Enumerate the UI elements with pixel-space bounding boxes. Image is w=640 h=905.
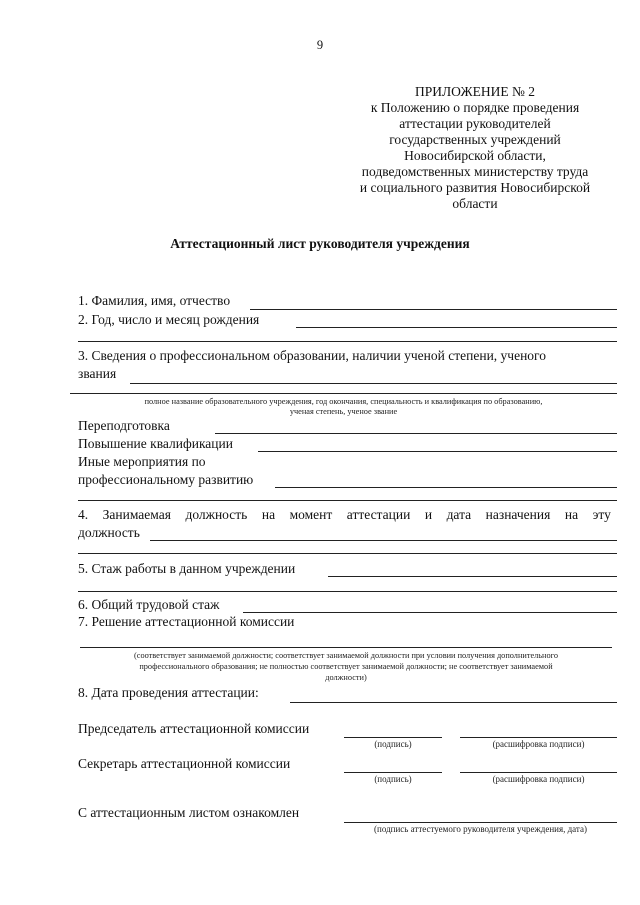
field-position-label-1 (78, 507, 611, 523)
field-total-experience-line[interactable] (243, 612, 617, 613)
word: 4. (78, 507, 89, 522)
appendix-line: и социального развития Новосибирской (359, 180, 591, 195)
field-qualification-label: Повышение квалификации (78, 436, 233, 451)
chairman-signature-hint: (подпись) (374, 739, 412, 749)
field-retraining-label: Переподготовка (78, 418, 170, 433)
secretary-decode-line[interactable] (460, 772, 617, 773)
field-birthdate-extra-line[interactable] (78, 341, 617, 342)
field-decision-hint-2: профессионального образования; не полностью соответствует занимаемой должности; не соответствует занимаемой (139, 662, 553, 671)
field-birthdate-label: 2. Год, число и месяц рождения (78, 312, 260, 327)
word: и (424, 507, 433, 522)
appendix-title: ПРИЛОЖЕНИЕ № 2 (414, 84, 536, 99)
chairman-decode-line[interactable] (460, 737, 617, 738)
field-birthdate-line[interactable] (296, 327, 617, 328)
field-other-label-1: Иные мероприятия по (78, 454, 206, 469)
field-position-extra-line[interactable] (78, 553, 617, 554)
field-other-extra-line[interactable] (78, 500, 617, 501)
secretary-signature-line[interactable] (344, 772, 442, 773)
chairman-label: Председатель аттестационной комиссии (78, 721, 310, 736)
word: Занимаемая (102, 507, 171, 522)
field-education-hint-1: полное название образовательного учреждения, год окончания, специальность и квалификация по образованию, (144, 397, 543, 406)
field-education-line-1[interactable] (130, 383, 617, 384)
field-education-hint-2: ученая степень, ученое звание (289, 407, 398, 416)
field-full-name-line[interactable] (250, 309, 617, 310)
secretary-signature-hint: (подпись) (374, 774, 412, 784)
field-education-label-1: 3. Сведения о профессиональном образовании, наличии ученой степени, ученого (78, 348, 547, 363)
appendix-line: области (452, 196, 498, 211)
field-qualification-line[interactable] (258, 451, 617, 452)
appendix-line: к Положению о порядке проведения (370, 100, 580, 115)
word: на (564, 507, 579, 522)
field-date-label: 8. Дата проведения аттестации: (78, 685, 259, 700)
appendix-block (340, 84, 610, 212)
field-tenure-extra-line[interactable] (78, 591, 617, 592)
word: момент (289, 507, 333, 522)
field-education-line-2[interactable] (70, 393, 617, 394)
field-education-label-2: звания (78, 366, 117, 381)
field-other-line[interactable] (275, 487, 617, 488)
secretary-decode-hint: (расшифровка подписи) (492, 774, 585, 784)
field-decision-line[interactable] (80, 647, 612, 648)
appendix-line: Новосибирской области, (404, 148, 546, 163)
field-other-label-2: профессиональному развитию (78, 472, 254, 487)
word: аттестации (346, 507, 411, 522)
page-number: 9 (316, 38, 324, 52)
field-position-label-2: должность (78, 525, 140, 540)
chairman-signature-line[interactable] (344, 737, 442, 738)
field-decision-hint-1: (соответствует занимаемой должности; соответствует занимаемой должности при условии получения дополнительного (134, 651, 558, 660)
field-tenure-label: 5. Стаж работы в данном учреждении (78, 561, 296, 576)
field-decision-hint-3: должности) (325, 673, 367, 682)
secretary-label: Секретарь аттестационной комиссии (78, 756, 291, 771)
word: должность (185, 507, 248, 522)
field-full-name-label: 1. Фамилия, имя, отчество (78, 293, 231, 308)
field-position-line[interactable] (150, 540, 617, 541)
word: дата (446, 507, 472, 522)
field-retraining-line[interactable] (215, 433, 617, 434)
word: назначения (485, 507, 551, 522)
field-date-line[interactable] (290, 702, 617, 703)
appendix-line: аттестации руководителей (399, 116, 551, 131)
word: на (261, 507, 276, 522)
acknowledged-label: С аттестационным листом ознакомлен (78, 805, 300, 820)
field-decision-label: 7. Решение аттестационной комиссии (78, 614, 295, 629)
field-tenure-line[interactable] (328, 576, 617, 577)
appendix-line: подведомственных министерству труда (361, 164, 589, 179)
acknowledged-hint: (подпись аттестуемого руководителя учреждения, дата) (374, 824, 587, 834)
field-total-experience-label: 6. Общий трудовой стаж (78, 597, 220, 612)
chairman-decode-hint: (расшифровка подписи) (492, 739, 585, 749)
appendix-line: государственных учреждений (389, 132, 561, 147)
acknowledged-line[interactable] (344, 822, 617, 823)
word: эту (592, 507, 611, 522)
form-title: Аттестационный лист руководителя учреждения (170, 236, 470, 251)
